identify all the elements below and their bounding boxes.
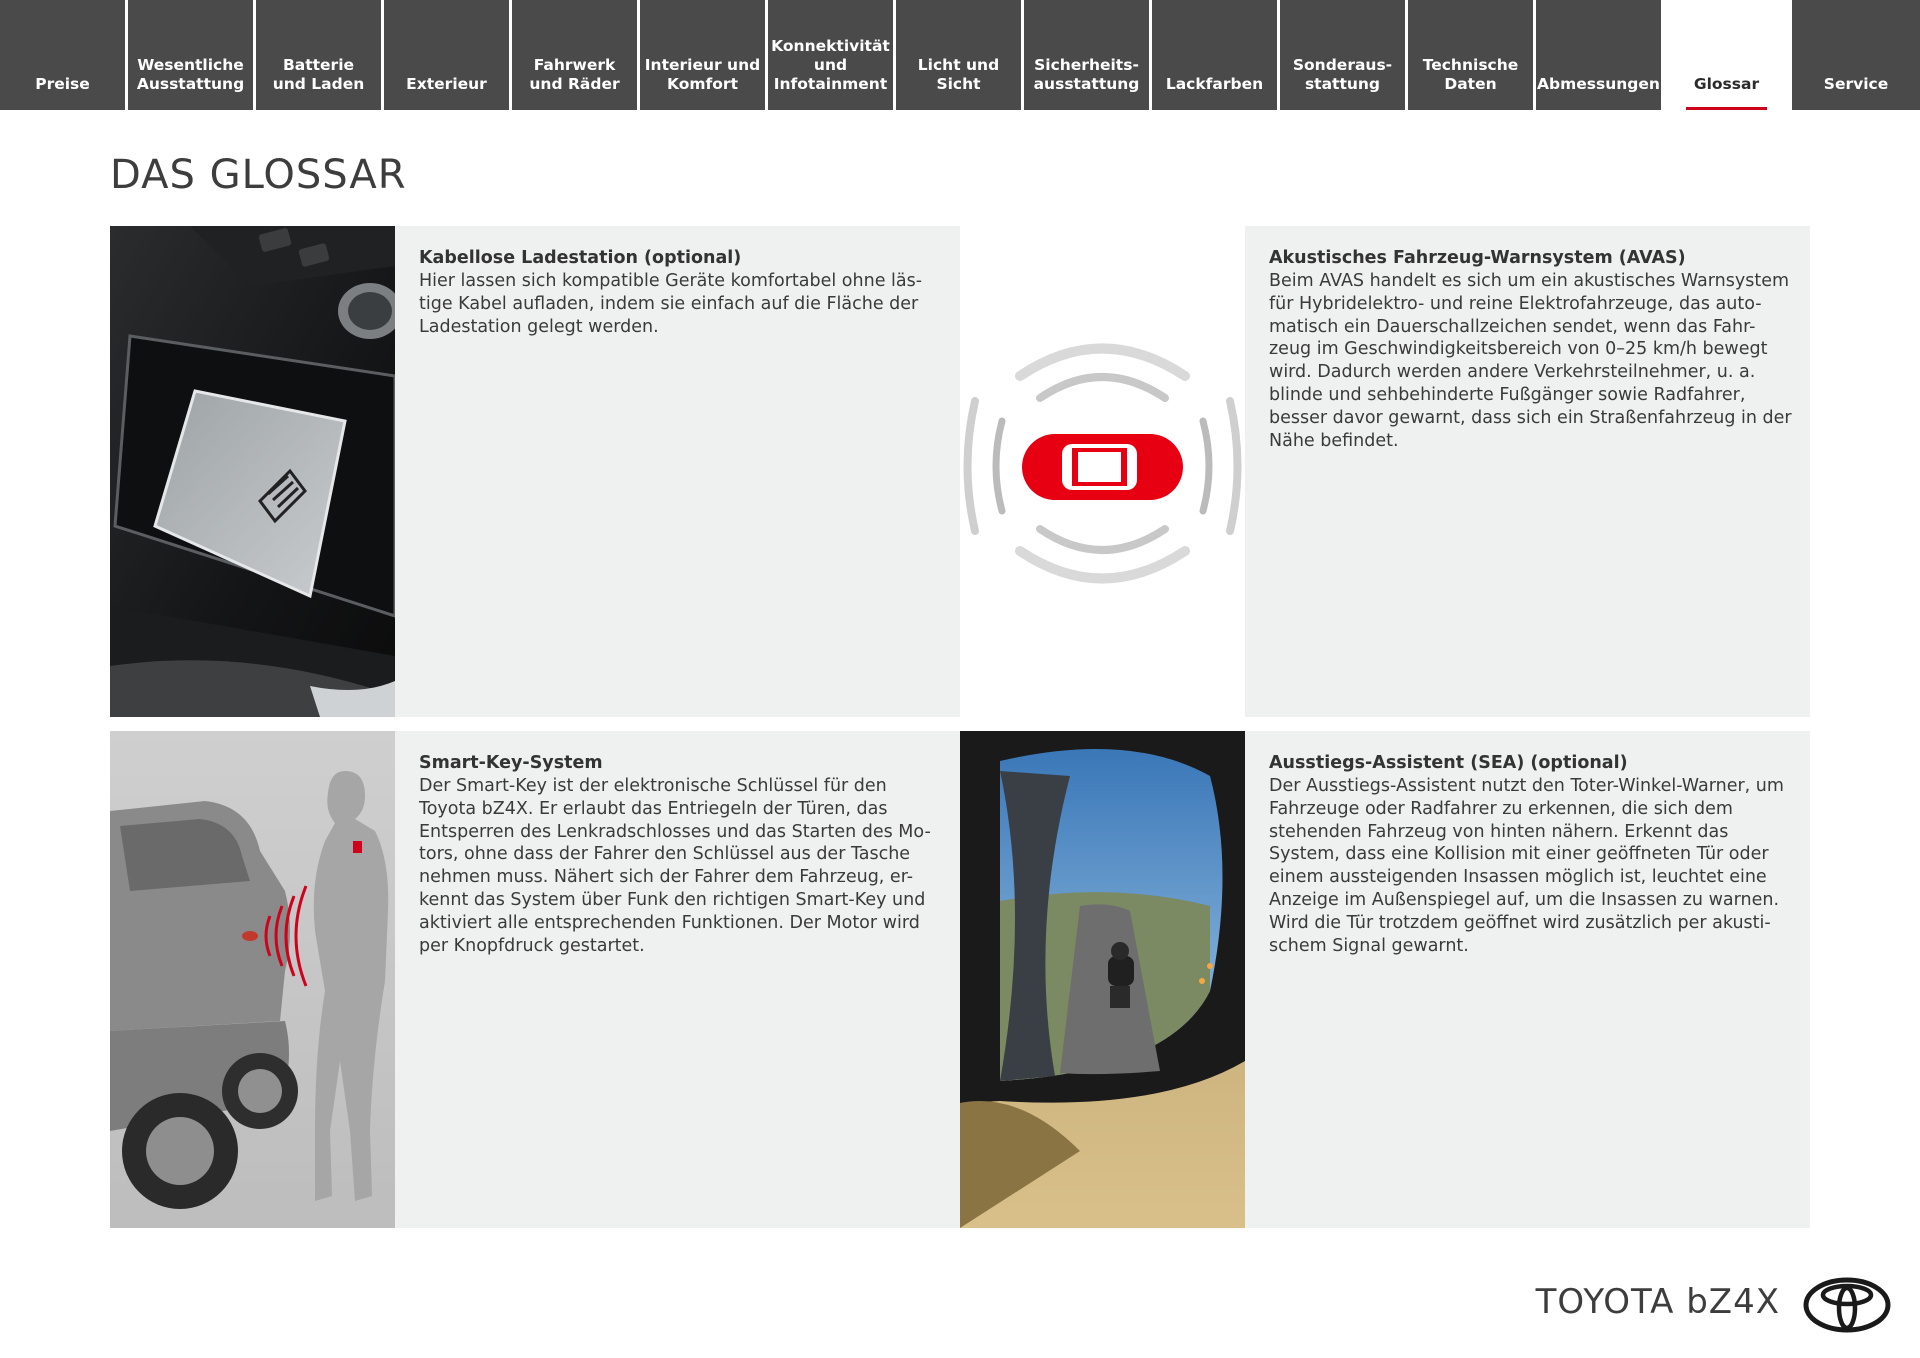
smart-key-image — [110, 731, 395, 1228]
card-text — [419, 751, 942, 957]
toyota-logo-icon — [1803, 1277, 1891, 1333]
card-text — [419, 246, 942, 338]
tab-glossar[interactable]: Glossar — [1664, 0, 1789, 110]
wireless-charging-image — [110, 226, 395, 717]
tab-sonderausstattung[interactable]: Sonderaus- stattung — [1280, 0, 1405, 110]
card-title: Akustisches Fahrzeug-Warnsystem (AVAS) — [1269, 248, 1686, 268]
brand-wordmark: TOYOTA bZ4X — [1535, 1282, 1780, 1322]
tab-batterie-und-laden[interactable]: Batterie und Laden — [256, 0, 381, 110]
top-navigation — [0, 0, 1920, 110]
card-text — [1269, 246, 1792, 452]
glossary-card-exit-assist — [960, 731, 1810, 1228]
tab-preise[interactable]: Preise — [0, 0, 125, 110]
card-body: Der Smart-Key ist der elektronische Schlüssel für den Toyota bZ4X. Er erlaubt das Entriegeln der Türen, das Entsperren des Lenkradschlosses und das Starten des Mo-tors, ohne dass der Fahrer den Schlüssel aus der Tasche nehmen muss. Nähert sich der Fahrer dem Fahrzeug, er-kennt das System über Funk den richtigen Smart-Key und aktiviert alle entsprechenden Funktionen. Der Motor wird per Knopfdruck gestartet. — [419, 776, 931, 956]
tab-wesentliche-ausstattung[interactable]: Wesentliche Ausstattung — [128, 0, 253, 110]
tab-technische-daten[interactable]: Technische Daten — [1408, 0, 1533, 110]
tab-licht-und-sicht[interactable]: Licht und Sicht — [896, 0, 1021, 110]
tab-fahrwerk-und-raeder[interactable]: Fahrwerk und Räder — [512, 0, 637, 110]
tab-sicherheitsausstattung[interactable]: Sicherheits- ausstattung — [1024, 0, 1149, 110]
glossary-card-smart-key — [110, 731, 960, 1228]
card-title: Ausstiegs-Assistent (SEA) (optional) — [1269, 753, 1628, 773]
glossary-card-avas — [960, 226, 1810, 717]
avas-image — [960, 226, 1245, 717]
card-body: Der Ausstiegs-Assistent nutzt den Toter-Winkel-Warner, um Fahrzeuge oder Radfahrer zu erkennen, die sich dem stehenden Fahrzeug von hinten nähern. Erkennt das System, dass eine Kollision mit einer geöffneten Tür oder einem aussteigenden Insassen möglich ist, leuchtet eine Anzeige im Außenspiegel auf, um die Insassen zu warnen. Wird die Tür trotzdem geöffnet wird zusätzlich per akusti-schem Signal gewarnt. — [1269, 776, 1784, 956]
card-body: Beim AVAS handelt es sich um ein akustisches Warnsystem für Hybridelektro- und reine Elektrofahrzeuge, das auto-matisch ein Dauerschallzeichen sendet, wenn das Fahr-zeug im Geschwindigkeitsbereich von 0–25 km/h bewegt wird. Dadurch werden andere Verkehrsteilnehmer, u. a. blinde und sehbehinderte Fußgänger sowie Radfahrer, besser davor gewarnt, dass sich ein Straßenfahrzeug in der Nähe befindet. — [1269, 271, 1792, 451]
tab-interieur-und-komfort[interactable]: Interieur und Komfort — [640, 0, 765, 110]
tab-konnektivitaet[interactable]: Konnektivität und Infotainment — [768, 0, 893, 110]
page-title: DAS GLOSSAR — [110, 152, 407, 198]
card-body: Hier lassen sich kompatible Geräte komfortabel ohne läs-tige Kabel aufladen, indem sie einfach auf die Fläche der Ladestation gelegt werden. — [419, 271, 923, 337]
tab-lackfarben[interactable]: Lackfarben — [1152, 0, 1277, 110]
tab-exterieur[interactable]: Exterieur — [384, 0, 509, 110]
tab-service[interactable]: Service — [1792, 0, 1920, 110]
tab-abmessungen[interactable]: Abmessungen — [1536, 0, 1661, 110]
exit-assist-image — [960, 731, 1245, 1228]
card-title: Kabellose Ladestation (optional) — [419, 248, 742, 268]
glossary-card-wireless-charging — [110, 226, 960, 717]
card-text — [1269, 751, 1792, 957]
card-title: Smart-Key-System — [419, 753, 603, 773]
